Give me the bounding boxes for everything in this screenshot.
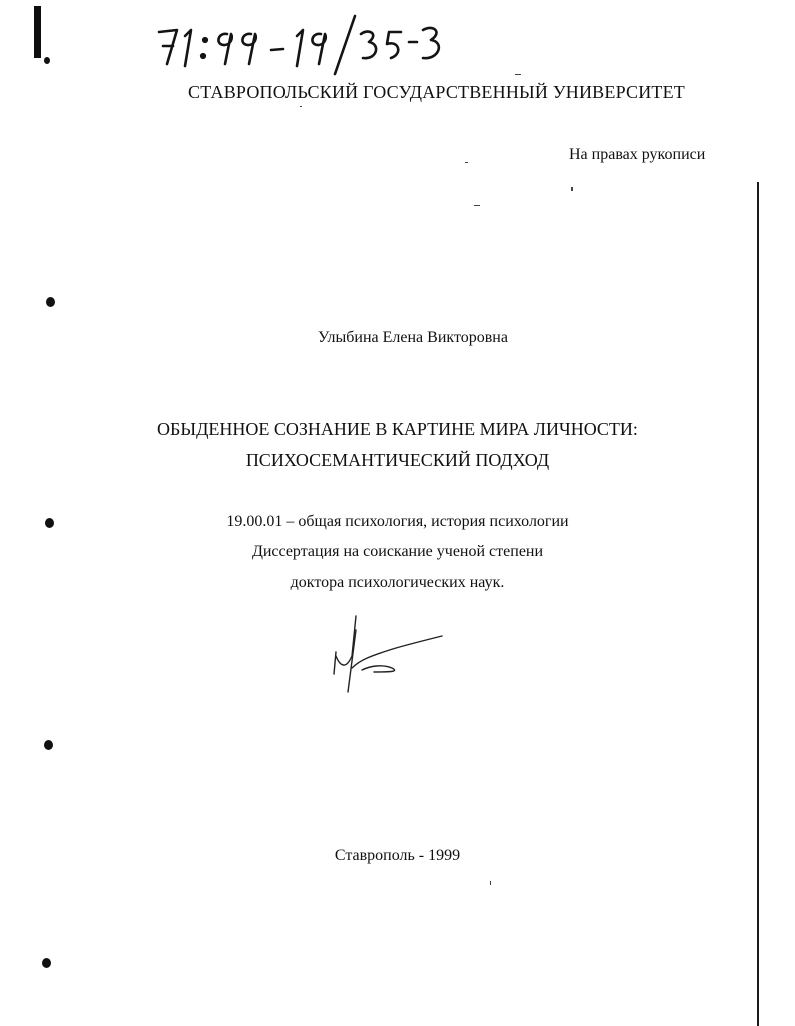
binding-hole-mark [46,297,55,307]
scan-speck [571,187,573,191]
scan-speck [490,881,491,885]
degree-statement-line2: доктора психологических наук. [290,574,505,591]
dissertation-title-line1: ОБЫДЕННОЕ СОЗНАНИЕ В КАРТИНЕ МИРА ЛИЧНОСТИ: [157,419,638,439]
degree-statement-line1: Диссертация на соискание ученой степени [251,543,544,560]
scan-speck [474,205,480,206]
author-name: Улыбина Елена Викторовна [318,329,508,346]
scan-edge-mark [34,6,41,58]
university-name: СТАВРОПОЛЬСКИЙ ГОСУДАРСТВЕННЫЙ УНИВЕРСИТЕТ [188,82,685,102]
specialty-code: 19.00.01 – общая психология, история психологии [226,513,569,530]
binding-hole-mark [44,740,53,750]
binding-hole-mark [44,57,50,64]
dissertation-title-line2: ПСИХОСЕМАНТИЧЕСКИЙ ПОДХОД [245,450,550,470]
author-signature [330,612,450,696]
handwritten-archive-number [155,12,455,76]
rights-notice: На правах рукописи [569,146,706,163]
scan-speck [515,74,521,75]
scan-speck [465,162,468,163]
scan-margin-line [757,182,759,1026]
city-year: Ставрополь - 1999 [334,847,461,864]
scan-speck [300,106,302,107]
binding-hole-mark [42,958,51,968]
